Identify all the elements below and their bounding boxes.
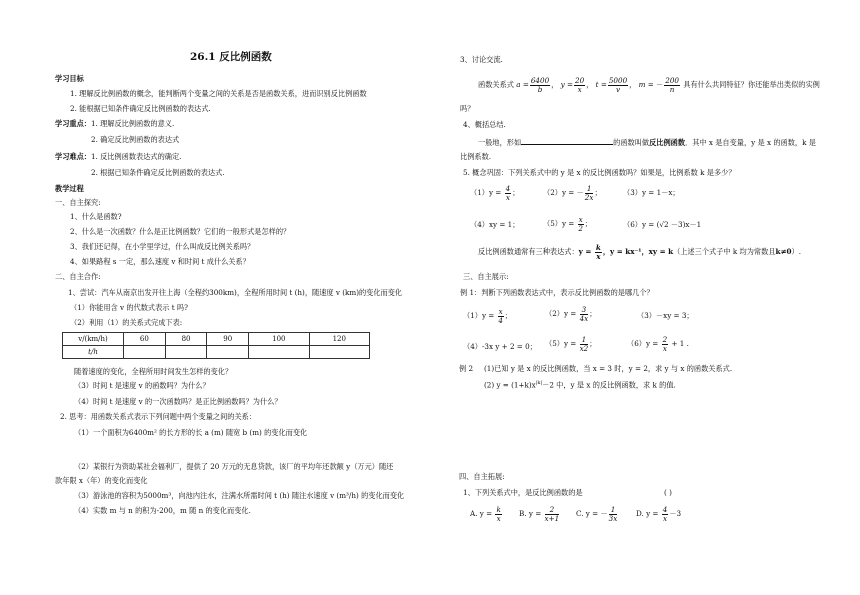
forms-lead: 反比例函数通常有三种表达式： xyxy=(478,247,579,256)
s2-question-1d: （4）时间 t 是速度 v 的一次函数吗？是正比例函数吗？为什么？ xyxy=(74,397,282,406)
goal-2: 2. 能根据已知条件确定反比例函数的表达式. xyxy=(70,104,211,113)
forms-note: （上述三个式子中 k 均为常数且 xyxy=(673,247,776,256)
q5-heading: 5. 概念巩固：下列关系式中的 y 是 x 的反比例函数吗？如果是，比例系数 k 是多少？ xyxy=(463,168,736,177)
q3-formulas: 函数关系式 a = $\frac{6400}{b}$ ， y = $\frac{20}{x}$ ， t = $\frac{5000}{v}$ ， m = － $\frac{200}{n}$ 具有什么共同特征？你还能举出类似的实例 xyxy=(478,76,820,94)
option-c[interactable] xyxy=(576,506,618,522)
fraction: $\frac{2}{x}$ xyxy=(662,335,668,353)
ex1-item-4: （4）-3x y + 2 = 0； xyxy=(463,342,537,351)
table-cell: t/h xyxy=(63,346,124,359)
option-a-label: A. y = xyxy=(470,509,493,518)
option-d-tail: －3 xyxy=(669,509,682,518)
fraction: $\frac{4}{x}$ xyxy=(505,184,511,202)
table-cell: 90 xyxy=(207,333,249,346)
difficulty-point-1: 1. 反比例函数表达式的确定. xyxy=(90,152,182,161)
form-3: ，xy = k xyxy=(641,247,674,256)
forms-end: ）. xyxy=(791,247,801,256)
difficulty-points xyxy=(55,152,181,161)
option-a[interactable] xyxy=(470,506,503,522)
fraction: $\frac{4}{x}$ xyxy=(662,505,668,523)
q4-heading: 4、概括总结. xyxy=(463,120,506,129)
table-cell-empty xyxy=(165,346,207,359)
key-point-2: 2. 确定反比例函数的表达式 xyxy=(91,135,180,144)
option-d-label: D. y = xyxy=(636,509,659,518)
ex1-item-6: （6）y = $\frac{2}{x}$ + 1 . xyxy=(627,335,689,353)
fraction: $\frac{k}{x}$ xyxy=(496,505,501,523)
fraction: $\frac{3}{4x}$ xyxy=(579,305,589,323)
section-4-heading: 四、自主拓展: xyxy=(459,472,505,481)
fraction: $\frac{200}{n}$ xyxy=(665,76,679,94)
q4-text-1: 一般地，形如 xyxy=(478,138,522,147)
difficulty-heading: 学习难点： xyxy=(55,152,91,161)
ex2-label: 例 2 xyxy=(459,364,474,373)
speed-time-table xyxy=(62,332,370,359)
q5-item-5: （5）y = $\frac{x}{2}$ ； xyxy=(543,215,592,233)
ex2-part-1: (1)已知 y 是 x 的反比例函数，当 x = 3 时，y = 2，求 y 与 x 的函数关系式. xyxy=(484,364,733,373)
q4-bold-term: 反比例函数 xyxy=(649,138,686,147)
option-b[interactable] xyxy=(519,506,560,522)
table-cell-empty xyxy=(249,346,309,359)
q5-item-2: （2）y = － $\frac{1}{2x}$ ； xyxy=(543,184,602,202)
s2-question-1a: （1）你能用含 v 的代数式表示 t 吗? xyxy=(70,303,188,312)
table-cell: 80 xyxy=(165,333,207,346)
fraction: $\frac{k}{x}$ xyxy=(595,243,601,261)
option-c-label: C. y = － xyxy=(576,509,608,518)
fraction: $\frac{2}{x+1}$ xyxy=(544,505,560,523)
q5-item-3: （3）y = 1－x； xyxy=(623,188,680,197)
option-b-label: B. y = xyxy=(519,509,542,518)
table-row xyxy=(63,346,370,359)
table-cell: v/(km/h) xyxy=(63,333,124,346)
answer-parentheses[interactable]: ( ) xyxy=(664,488,672,497)
fraction: $\frac{1}{x2}$ xyxy=(579,335,589,353)
q5-item-1: （1）y = $\frac{4}{x}$ ； xyxy=(470,184,520,202)
ex1-item-2: （2）y = $\frac{3}{4x}$ ； xyxy=(545,305,597,323)
fraction: $\frac{x}{2}$ xyxy=(578,215,583,233)
fraction: $\frac{x}{4}$ xyxy=(498,307,503,325)
table-cell: 60 xyxy=(124,333,166,346)
table-cell-empty xyxy=(309,346,369,359)
ex2-part-2-text: (2) y = (1+k)x xyxy=(484,380,536,390)
section-2-heading: 二、自主合作: xyxy=(55,272,101,281)
q5-item-6: （6）y = (√2 －3)x－1 xyxy=(623,220,702,229)
ex2-part-2-tail: －2 中，y 是 x 的反比例函数，求 k 的值. xyxy=(542,380,676,390)
goal-1: 1. 理解反比例函数的概念，能判断两个变量之间的关系是否是函数关系，进而识别反比例函数 xyxy=(70,89,367,98)
s1-question-1: 1、什么是函数? xyxy=(70,212,122,221)
fraction: $\frac{1}{3x}$ xyxy=(608,505,618,523)
s1-question-2: 2、什么是一次函数？什么是正比例函数？它们的一般形式是怎样的？ xyxy=(70,227,291,236)
s2-question-2d: （4）实数 m 与 n 的积为-200，m 随 n 的变化而变化. xyxy=(74,506,251,515)
forms-condition: k≠0 xyxy=(775,247,792,256)
table-row xyxy=(63,333,370,346)
form-2: ，y = kx⁻¹ xyxy=(602,247,642,256)
goals-heading: 学习目标 xyxy=(55,74,84,83)
difficulty-point-2: 2. 根据已知条件确定反比例函数的表达式. xyxy=(91,168,225,177)
q3-tail: 具有什么共同特征？你还能举出类似的实例 xyxy=(683,80,820,89)
fraction: $\frac{1}{2x}$ xyxy=(584,184,594,202)
three-forms: 反比例函数通常有三种表达式：y = $\frac{k}{x}$ ，y = kx⁻¹，xy = k（上述三个式子中 k 均为常数且k≠0）. xyxy=(478,243,801,261)
ex2-exponent: |k| xyxy=(535,380,543,386)
s2-question-2: 2. 思考：用函数关系式表示下列问题中两个变量之间的关系： xyxy=(60,412,257,421)
s4-question-1: 1、下列关系式中，是反比例函数的是 xyxy=(463,488,583,497)
page-title: 26.1 反比例函数 xyxy=(190,51,272,63)
q3-lead: 函数关系式 xyxy=(478,80,514,89)
s2-question-1b: （2）利用（1）的关系式完成下表: xyxy=(70,318,183,327)
table-cell-empty xyxy=(207,346,249,359)
s1-question-3: 3、我们还记得，在小学里学过，什么叫成反比例关系吗？ xyxy=(70,242,255,251)
example-1: 例 1：判断下列函数表达式中，表示反比例函数的是哪几个？ xyxy=(460,288,654,297)
option-d[interactable] xyxy=(636,506,681,522)
q4-text-4: 比例系数. xyxy=(460,152,492,161)
table-cell: 100 xyxy=(249,333,309,346)
section-1-heading: 一、自主探究: xyxy=(55,198,101,207)
s2-question-2a: （1）一个面积为6400m² 的长方形的长 a (m) 随宽 b (m) 的变化而变化 xyxy=(74,428,308,437)
fraction: $\frac{5000}{v}$ xyxy=(608,76,628,94)
q4-definition xyxy=(478,137,816,147)
ex2-part-2 xyxy=(484,379,676,389)
s1-question-4: 4、如果路程 s 一定，那么速度 v 和时间 t 成什么关系？ xyxy=(70,257,250,266)
s2-question-2c: （3）游泳池的容积为5000m³，向池内注水，注满水所需时间 t (h) 随注水速度 v (m³/h) 的变化而变化 xyxy=(74,491,405,500)
table-cell-empty xyxy=(124,346,166,359)
key-heading: 学习重点： xyxy=(55,119,91,128)
q5-item-4: （4）xy = 1； xyxy=(470,220,520,229)
section-3-heading: 三、自主展示: xyxy=(463,272,509,281)
q3-heading: 3、讨论交流. xyxy=(460,55,503,64)
table-cell: 120 xyxy=(309,333,369,346)
answer-blank[interactable] xyxy=(521,137,613,145)
fraction: $\frac{20}{x}$ xyxy=(575,76,585,94)
ex1-item-3: （3）－xy = 3； xyxy=(637,311,694,320)
ex1-item-1: （1）y = $\frac{x}{4}$ ； xyxy=(463,307,512,325)
s2-question-2b-line2: 款年限 x（年）的变化而变化 xyxy=(55,476,148,485)
key-points xyxy=(55,119,174,128)
q4-text-3: ．其中 x 是自变量，y 是 x 的函数，k 是 xyxy=(685,138,816,147)
s2-note: 随着速度的变化，全程所用时间发生怎样的变化？ xyxy=(74,367,233,376)
process-heading: 教学过程 xyxy=(55,184,84,193)
ex1-item-5: （5）y = $\frac{1}{x2}$ ； xyxy=(545,335,597,353)
q4-text-2: 的函数叫做 xyxy=(613,138,650,147)
s2-question-1c: （3）时间 t 是速度 v 的函数吗？为什么？ xyxy=(74,381,210,390)
key-point-1: 1. 理解反比例函数的意义. xyxy=(90,119,175,128)
s2-question-2b-line1: （2）某银行为资助某社会福利厂，提供了 20 万元的无息贷款，该厂的平均年还款额 y（万元）随还 xyxy=(74,462,394,471)
q3-tail-2: 吗？ xyxy=(460,104,475,113)
s2-question-1: 1、尝试：汽车从南京出发开往上海（全程约300km)，全程所用时间 t (h)，随速度 v (km)的变化而变化 xyxy=(68,288,403,297)
fraction: $\frac{6400}{b}$ xyxy=(530,76,550,94)
